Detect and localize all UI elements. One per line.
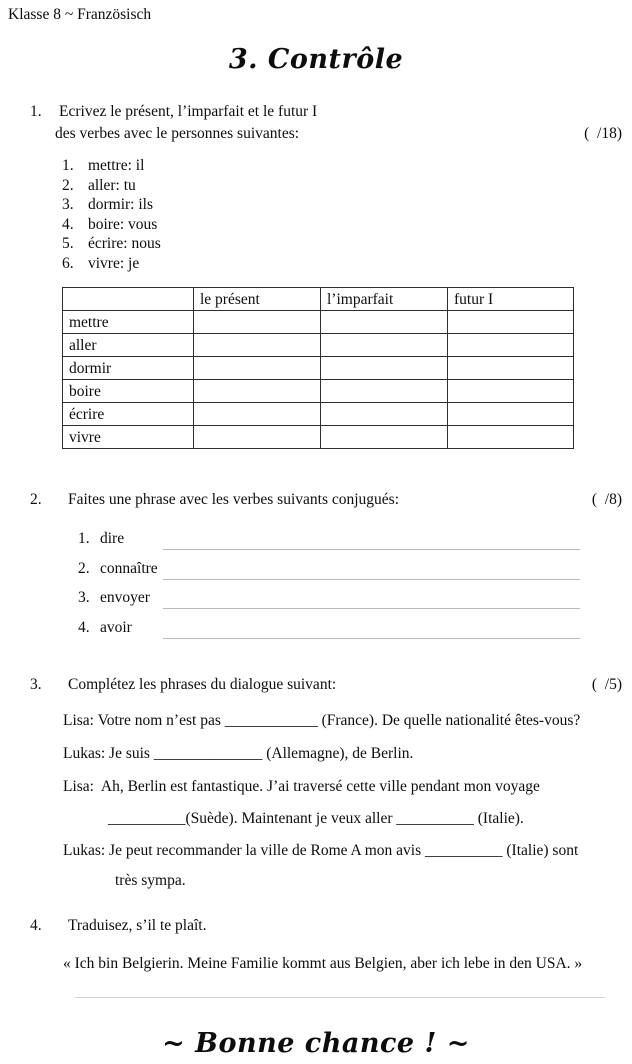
table-row [63, 334, 574, 357]
dialogue-line: Lukas: Je peut recommander la ville de Rome A mon avis __________ (Italie) sont [63, 842, 579, 859]
exercise1-number: 1. [30, 103, 42, 120]
dialogue-line: Lukas: Je suis ______________ (Allemagne), de Berlin. [63, 745, 414, 762]
answer-cell [321, 334, 448, 357]
table-row [63, 311, 574, 334]
answer-line [163, 608, 580, 609]
table-header-row [63, 288, 574, 311]
answer-cell [448, 380, 574, 403]
answer-cell [194, 380, 321, 403]
answer-cell [321, 380, 448, 403]
answer-cell [321, 403, 448, 426]
doc-header: Klasse 8 ~ Französisch [8, 6, 152, 23]
answer-cell [448, 403, 574, 426]
sentence-item-verb: avoir [100, 619, 132, 636]
sentence-item [78, 530, 580, 550]
exercise1-prompt-line2: des verbes avec le personnes suivantes: [55, 125, 300, 142]
exercise2-points: ( /8) [591, 491, 622, 508]
verb-list-item [62, 156, 161, 176]
dialogue-line: très sympa. [115, 872, 186, 889]
sentence-item-number: 2. [78, 560, 90, 577]
verb-item-number: 5. [62, 235, 74, 253]
verb-item-text: mettre: il [88, 157, 145, 174]
table-row-label: vivre [63, 426, 194, 449]
answer-cell [448, 426, 574, 449]
answer-line [163, 549, 580, 550]
sentence-item-number: 4. [78, 619, 90, 636]
table-corner-cell [63, 288, 194, 311]
table-header-cell: l’imparfait [321, 288, 448, 311]
table-row-label: boire [63, 380, 194, 403]
verb-item-text: boire: vous [88, 215, 158, 233]
table-row-label: aller [63, 334, 194, 357]
answer-cell [448, 357, 574, 380]
conjugation-table [62, 287, 574, 449]
answer-cell [194, 403, 321, 426]
verb-item-number: 4. [62, 215, 74, 233]
answer-cell [194, 357, 321, 380]
sentence-item-verb: connaître [100, 560, 158, 577]
exercise2-number: 2. [30, 491, 42, 508]
exercise3-prompt: Complétez les phrases du dialogue suivant: [68, 676, 337, 693]
verb-item-text: vivre: je [88, 254, 140, 272]
table-row-label: mettre [63, 311, 194, 334]
sentence-item-number: 1. [78, 530, 90, 547]
answer-line [75, 997, 605, 998]
table-row-label: écrire [63, 403, 194, 426]
answer-line [163, 579, 580, 580]
doc-footer: ~ Bonne chance ! ~ [162, 1028, 470, 1059]
dialogue-line: Lisa: Ah, Berlin est fantastique. J’ai traversé cette ville pendant mon voyage [63, 778, 540, 795]
exercise2-prompt: Faites une phrase avec les verbes suivants conjugués: [68, 491, 400, 508]
exercise4-prompt: Traduisez, s’il te plaît. [68, 917, 207, 934]
sentence-item-verb: envoyer [100, 589, 150, 606]
answer-cell [321, 311, 448, 334]
verb-item-text: dormir: ils [88, 196, 154, 214]
answer-cell [448, 334, 574, 357]
table-row [63, 426, 574, 449]
doc-title: 3. Contrôle [228, 44, 404, 75]
exercise4-number: 4. [30, 917, 42, 934]
answer-cell [321, 357, 448, 380]
exercise1-prompt-line1: Ecrivez le présent, l’imparfait et le futur I [59, 103, 318, 120]
translation-quote: « Ich bin Belgierin. Meine Familie kommt aus Belgien, aber ich lebe in den USA. » [63, 955, 583, 972]
verb-list-item [62, 254, 161, 274]
verb-item-number: 3. [62, 196, 74, 214]
verb-list-item [62, 176, 161, 196]
table-row [63, 357, 574, 380]
sentence-item [78, 589, 580, 609]
table-row-label: dormir [63, 357, 194, 380]
sentence-item [78, 619, 580, 639]
verb-list-item [62, 234, 161, 254]
table-row [63, 380, 574, 403]
answer-cell [194, 426, 321, 449]
exercise3-points: ( /5) [591, 676, 622, 693]
verb-item-number: 6. [62, 254, 74, 272]
answer-cell [194, 311, 321, 334]
verb-item-text: aller: tu [88, 176, 136, 194]
verb-list [62, 156, 161, 274]
verb-item-text: écrire: nous [88, 235, 161, 253]
verb-list-item [62, 195, 161, 215]
sentence-item-number: 3. [78, 589, 90, 606]
dialogue-line: __________(Suède). Maintenant je veux aller __________ (Italie). [108, 810, 524, 827]
sentence-item [78, 560, 580, 580]
answer-cell [194, 334, 321, 357]
verb-item-number: 2. [62, 176, 74, 194]
answer-line [163, 638, 580, 639]
answer-cell [448, 311, 574, 334]
verb-list-item [62, 215, 161, 235]
table-row [63, 403, 574, 426]
verb-item-number: 1. [62, 157, 74, 174]
exercise1-points: ( /18) [584, 125, 622, 142]
answer-cell [321, 426, 448, 449]
table-header-cell: le présent [194, 288, 321, 311]
dialogue-line: Lisa: Votre nom n’est pas ____________ (France). De quelle nationalité êtes-vous? [63, 712, 581, 729]
sentence-item-verb: dire [100, 530, 125, 547]
exercise3-number: 3. [30, 676, 42, 693]
table-header-cell: futur I [448, 288, 574, 311]
